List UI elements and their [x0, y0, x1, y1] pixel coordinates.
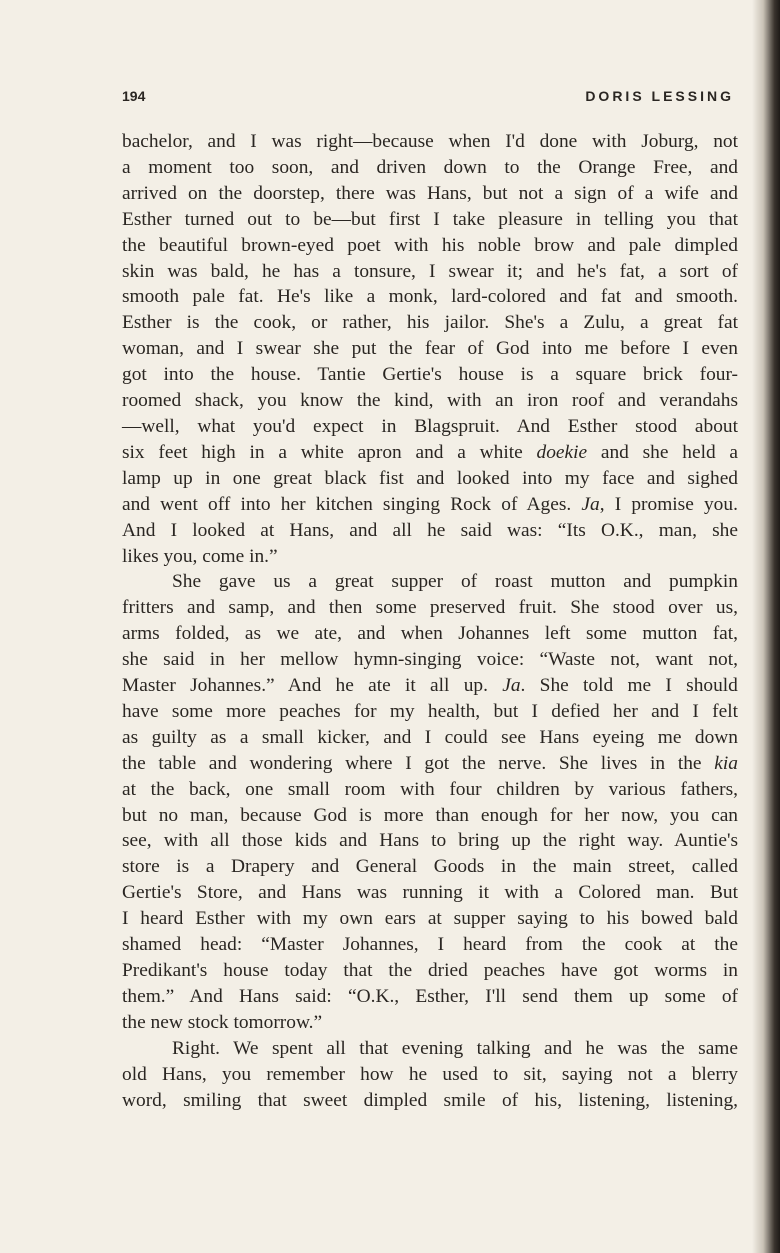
text-line: got into the house. Tantie Gertie's house is a square brick four- — [122, 364, 738, 386]
text-line: word, smiling that sweet dimpled smile of his, listening, listening, — [122, 1089, 738, 1111]
text-line: at the back, one small room with four children by various fathers, — [122, 778, 738, 800]
body-text — [122, 129, 738, 1113]
text-line: bachelor, and I was right—because when I'd done with Joburg, not — [122, 131, 738, 152]
text-line: Esther is the cook, or rather, his jailor. She's a Zulu, a great fat — [122, 312, 738, 334]
text-line: see, with all those kids and Hans to bring up the right way. Auntie's — [122, 830, 738, 852]
text-line: lamp up in one great black fist and looked into my face and sighed — [122, 467, 738, 489]
text-line: and went off into her kitchen singing Rock of Ages. Ja, I promise you. — [122, 493, 738, 515]
paragraph — [122, 1036, 738, 1114]
text-line: —well, what you'd expect in Blagspruit. And Esther stood about — [122, 415, 738, 437]
text-line: arms folded, as we ate, and when Johannes left some mutton fat, — [122, 623, 738, 645]
page-number: 194 — [122, 88, 146, 104]
text-line: woman, and I swear she put the fear of God into me before I even — [122, 338, 738, 360]
text-line: roomed shack, you know the kind, with an iron roof and verandahs — [122, 390, 738, 412]
text-line: likes you, come in.” — [122, 545, 278, 567]
text-line: but no man, because God is more than enough for her now, you can — [122, 804, 738, 826]
text-line: have some more peaches for my health, but I defied her and I felt — [122, 700, 738, 722]
text-line: she said in her mellow hymn-singing voice: “Waste not, want not, — [122, 649, 738, 671]
text-line: them.” And Hans said: “O.K., Esther, I'll send them up some of — [122, 985, 738, 1007]
text-line: the table and wondering where I got the nerve. She lives in the kia — [122, 752, 738, 774]
text-line: Right. We spent all that evening talking and he was the same — [172, 1037, 738, 1059]
running-header — [122, 88, 734, 112]
text-line: a moment too soon, and driven down to the Orange Free, and — [122, 156, 738, 178]
paragraph — [122, 569, 738, 1035]
text-line: I heard Esther with my own ears at supper saying to his bowed bald — [122, 908, 738, 930]
text-line: store is a Drapery and General Goods in the main street, called — [122, 856, 738, 878]
text-line: smooth pale fat. He's like a monk, lard-colored and fat and smooth. — [122, 286, 738, 308]
text-line: arrived on the doorstep, there was Hans, but not a sign of a wife and — [122, 182, 738, 204]
text-line: She gave us a great supper of roast mutton and pumpkin — [172, 571, 738, 593]
text-line: shamed head: “Master Johannes, I heard from the cook at the — [122, 934, 738, 956]
running-head-author: DORIS LESSING — [585, 88, 734, 104]
book-gutter-shadow — [752, 0, 780, 1253]
text-line: Gertie's Store, and Hans was running it with a Colored man. But — [122, 882, 738, 904]
text-line: Master Johannes.” And he ate it all up. Ja. She told me I should — [122, 675, 738, 697]
text-line: fritters and samp, and then some preserved fruit. She stood over us, — [122, 597, 738, 619]
text-line: six feet high in a white apron and a white doekie and she held a — [122, 441, 739, 463]
text-line: Predikant's house today that the dried peaches have got worms in — [122, 960, 738, 981]
text-line: the beautiful brown-eyed poet with his noble brow and pale dimpled — [122, 234, 738, 256]
text-line: the new stock tomorrow.” — [122, 1011, 323, 1033]
text-line: And I looked at Hans, and all he said was: “Its O.K., man, she — [122, 519, 738, 541]
paragraph — [122, 129, 738, 569]
text-line: Esther turned out to be—but first I take pleasure in telling you that — [122, 208, 738, 230]
text-line: skin was bald, he has a tonsure, I swear it; and he's fat, a sort of — [122, 260, 738, 282]
text-line: old Hans, you remember how he used to sit, saying not a blerry — [122, 1063, 738, 1085]
text-line: as guilty as a small kicker, and I could see Hans eyeing me down — [122, 726, 738, 748]
